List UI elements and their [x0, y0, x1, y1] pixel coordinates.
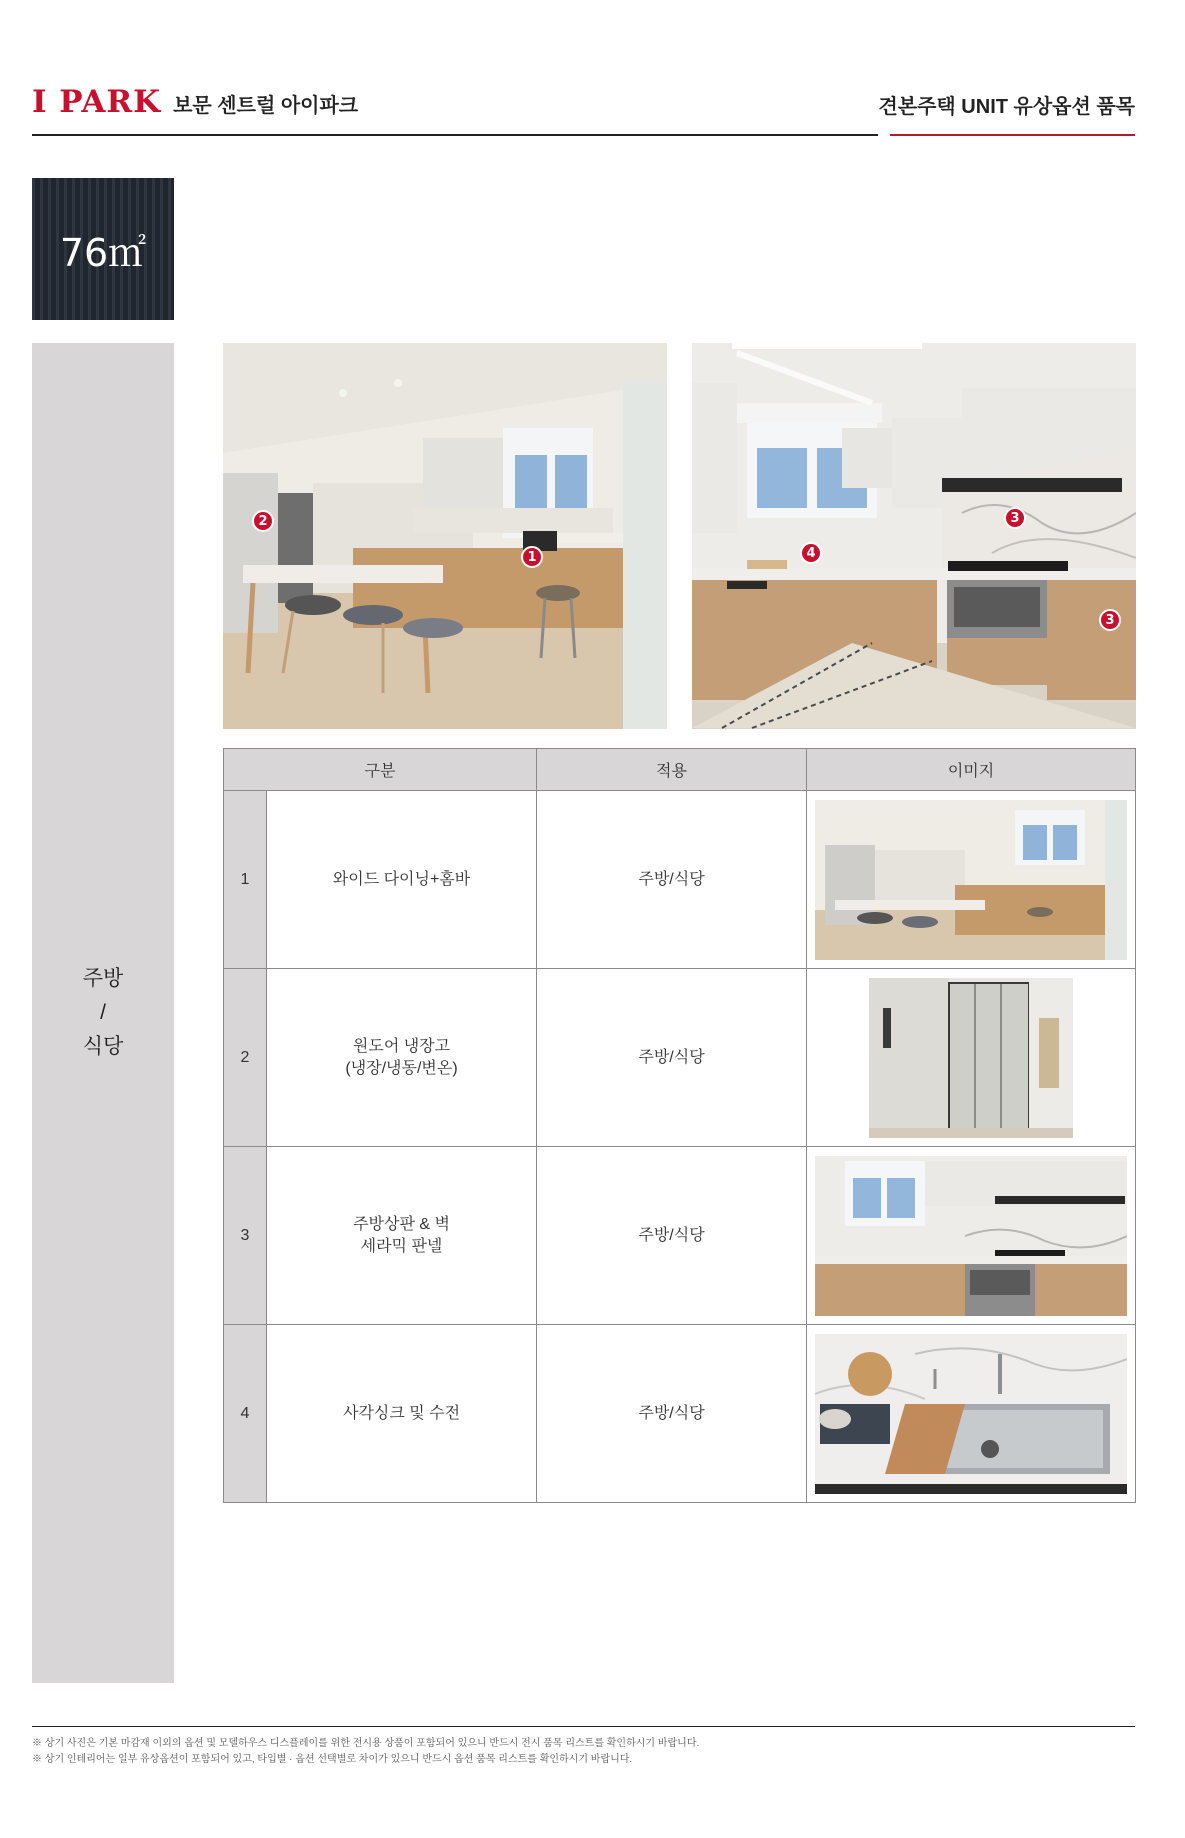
kitchen-counter-thumbnail	[815, 1156, 1127, 1316]
kitchen-illustration	[692, 343, 1136, 729]
apply-area: 주방/식당	[537, 1147, 807, 1325]
item-image-cell	[807, 969, 1136, 1147]
item-name-line2: (냉장/냉동/변온)	[345, 1059, 458, 1077]
unit-size-label: 76㎡	[59, 230, 147, 275]
kitchen-photo	[692, 343, 1136, 729]
item-name-line1: 사각싱크 및 수전	[342, 1404, 461, 1422]
item-image-cell	[807, 1325, 1136, 1503]
refrigerator-image	[869, 978, 1073, 1138]
section-label	[83, 962, 124, 1064]
sink-thumbnail	[815, 1334, 1127, 1494]
header-category: 구분	[224, 749, 537, 791]
item-name-line2: 세라믹 판넬	[360, 1237, 443, 1255]
marker-2: 2	[252, 510, 274, 532]
footer-note-2: ※ 상기 인테리어는 일부 유상옵션이 포함되어 있고, 타입별 · 옵션 선택별로 차이가 있으니 반드시 옵션 품목 리스트를 확인하시기 바랍니다.	[32, 1754, 633, 1765]
header-divider-right	[890, 134, 1135, 136]
refrigerator-thumbnail	[869, 978, 1073, 1138]
section-side-panel	[32, 343, 174, 1683]
footer-notes	[32, 1736, 1135, 1768]
section-label-line2: /	[100, 1001, 106, 1024]
marker-3-backsplash: 3	[1004, 507, 1026, 529]
dining-room-thumbnail	[815, 800, 1127, 960]
item-name	[267, 791, 537, 969]
marker-4: 4	[800, 542, 822, 564]
footer-note-1: ※ 상기 사진은 기본 마감재 이외의 옵션 및 모델하우스 디스플레이를 위한 전시용 상품이 포함되어 있으니 반드시 전시 품목 리스트를 확인하시기 바랍니다.	[32, 1738, 700, 1749]
marker-3-countertop: 3	[1099, 609, 1121, 631]
table-row	[224, 791, 1136, 969]
page-title: 견본주택 UNIT 유상옵션 품목	[878, 96, 1135, 118]
kitchen-counter-image	[815, 1156, 1127, 1316]
header-divider-left	[32, 134, 878, 136]
table-header-row	[224, 749, 1136, 791]
dining-room-photo	[223, 343, 667, 729]
row-number: 1	[224, 791, 267, 969]
brand-logo	[32, 84, 358, 120]
footer-divider	[32, 1726, 1135, 1727]
row-number: 3	[224, 1147, 267, 1325]
dining-room-illustration	[223, 343, 667, 729]
item-name-line1: 주방상판 & 벽	[353, 1215, 450, 1233]
unit-size-badge	[32, 178, 174, 320]
apply-area: 주방/식당	[537, 1325, 807, 1503]
logo-mark: I PARK	[32, 84, 162, 120]
page-header	[32, 84, 1135, 136]
section-label-line3: 식당	[82, 1035, 124, 1058]
item-image-cell	[807, 1147, 1136, 1325]
option-table	[223, 748, 1136, 1503]
table-row	[224, 969, 1136, 1147]
complex-name: 보문 센트럴 아이파크	[173, 95, 359, 117]
item-image-cell	[807, 791, 1136, 969]
section-label-line1: 주방	[82, 967, 124, 990]
item-name-line1: 와이드 다이닝+홈바	[332, 870, 471, 888]
header-image: 이미지	[807, 749, 1136, 791]
table-row	[224, 1147, 1136, 1325]
row-number: 4	[224, 1325, 267, 1503]
item-name	[267, 1147, 537, 1325]
header-apply: 적용	[537, 749, 807, 791]
apply-area: 주방/식당	[537, 969, 807, 1147]
item-name-line1: 원도어 냉장고	[352, 1037, 451, 1055]
item-name	[267, 1325, 537, 1503]
dining-room-image	[815, 800, 1127, 960]
row-number: 2	[224, 969, 267, 1147]
apply-area: 주방/식당	[537, 791, 807, 969]
table-row	[224, 1325, 1136, 1503]
item-name	[267, 969, 537, 1147]
marker-1: 1	[521, 546, 543, 568]
sink-image	[815, 1334, 1127, 1494]
